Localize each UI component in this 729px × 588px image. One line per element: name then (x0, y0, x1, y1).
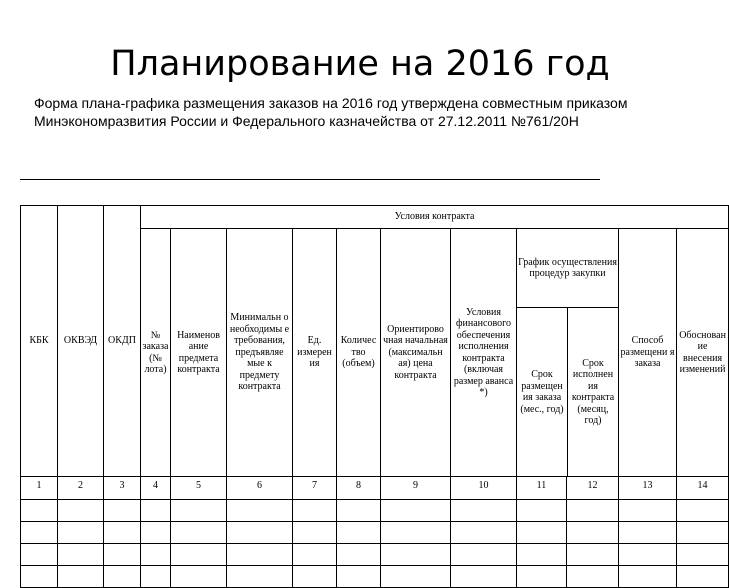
table-cell (58, 544, 104, 566)
header-cell: КБК (21, 206, 58, 477)
header-cell: ОКДП (104, 206, 141, 477)
table-row (21, 500, 729, 522)
table-cell (567, 544, 619, 566)
table-cell (58, 566, 104, 588)
column-number: 11 (517, 477, 567, 500)
table-cell (619, 500, 677, 522)
table-cell (517, 522, 567, 544)
table-cell (227, 522, 293, 544)
table-cell (58, 500, 104, 522)
table-cell (567, 522, 619, 544)
column-number: 7 (293, 477, 337, 500)
header-cell: Срок исполнен ия контракта (месяц, год) (571, 357, 615, 426)
table-cell (381, 544, 451, 566)
table-cell (517, 544, 567, 566)
table-cell (381, 566, 451, 588)
table-cell (677, 544, 729, 566)
header-cell: Наименов ание предмета контракта (171, 229, 227, 477)
table-cell (381, 522, 451, 544)
column-number-row (21, 477, 729, 500)
header-cell: Ориентирово чная начальная (максимальн ая) цена контракта (381, 229, 451, 477)
table-cell (171, 522, 227, 544)
table-cell (293, 544, 337, 566)
table-cell (21, 522, 58, 544)
column-number: 9 (381, 477, 451, 500)
table-row (21, 522, 729, 544)
table-row (21, 566, 729, 588)
table-cell (293, 522, 337, 544)
table-cell (451, 544, 517, 566)
header-cell: ОКВЭД (58, 206, 104, 477)
page-title: Планирование на 2016 год (110, 44, 610, 84)
header-cell: Ед. измерен ия (293, 229, 337, 477)
table-cell (104, 500, 141, 522)
column-number: 10 (451, 477, 517, 500)
table-cell (141, 566, 171, 588)
table-cell (451, 522, 517, 544)
table-cell (21, 566, 58, 588)
table-cell (619, 566, 677, 588)
table-cell (104, 566, 141, 588)
table-row (21, 544, 729, 566)
table-cell (21, 500, 58, 522)
table-cell (337, 566, 381, 588)
header-cell: № заказа (№ лота) (141, 229, 171, 477)
table-cell (677, 566, 729, 588)
table-cell (337, 500, 381, 522)
table-cell (141, 544, 171, 566)
table-cell (451, 500, 517, 522)
header-cell: Условия финансового обеспечения исполнения контракта (включая размер аванса *) (451, 229, 517, 477)
column-number: 12 (567, 477, 619, 500)
header-cell: Минимальн о необходимы е требования, предъявляе мые к предмету контракта (227, 229, 293, 477)
table-cell (619, 522, 677, 544)
table-cell (58, 522, 104, 544)
header-cell: Способ размещени я заказа (619, 229, 677, 477)
column-number: 6 (227, 477, 293, 500)
table-cell (171, 500, 227, 522)
separator-line (20, 179, 600, 180)
table-cell (227, 500, 293, 522)
table-cell (381, 500, 451, 522)
table-cell (677, 522, 729, 544)
subtitle-line-2: Минэкономразвития России и Федерального казначейства от 27.12.2011 №761/20Н (34, 113, 579, 129)
table-cell (677, 500, 729, 522)
table-cell (104, 544, 141, 566)
column-number: 14 (677, 477, 729, 500)
table-cell (227, 566, 293, 588)
table-cell (104, 522, 141, 544)
header-cell: Срок размещен ия заказа (мес., год) (517, 308, 568, 477)
table-cell (227, 544, 293, 566)
table-cell (293, 566, 337, 588)
table-cell (337, 522, 381, 544)
column-number: 13 (619, 477, 677, 500)
table-cell (337, 544, 381, 566)
table-cell (171, 566, 227, 588)
table-cell (141, 522, 171, 544)
column-number: 1 (21, 477, 58, 500)
column-number: 2 (58, 477, 104, 500)
column-number: 5 (171, 477, 227, 500)
table-cell (451, 566, 517, 588)
subtitle (34, 94, 694, 130)
table-cell (567, 500, 619, 522)
schedule-header-cell (517, 229, 619, 477)
column-number: 8 (337, 477, 381, 500)
table-cell (517, 500, 567, 522)
empty-rows (21, 500, 729, 588)
subtitle-line-1: Форма плана-графика размещения заказов на 2016 год утверждена совместным приказом (34, 95, 628, 111)
schedule-header: График осуществления процедур закупки (517, 229, 618, 308)
table-cell (293, 500, 337, 522)
table-cell (21, 544, 58, 566)
header-cell: Обоснован ие внесения изменений (677, 229, 729, 477)
group-header-cell: Условия контракта (141, 206, 729, 229)
table-cell (171, 544, 227, 566)
table-cell (567, 566, 619, 588)
column-number: 3 (104, 477, 141, 500)
plan-schedule-table (20, 205, 729, 588)
table-cell (517, 566, 567, 588)
column-number: 4 (141, 477, 171, 500)
table-cell (141, 500, 171, 522)
table-cell (619, 544, 677, 566)
header-cell: Количес тво (объем) (337, 229, 381, 477)
